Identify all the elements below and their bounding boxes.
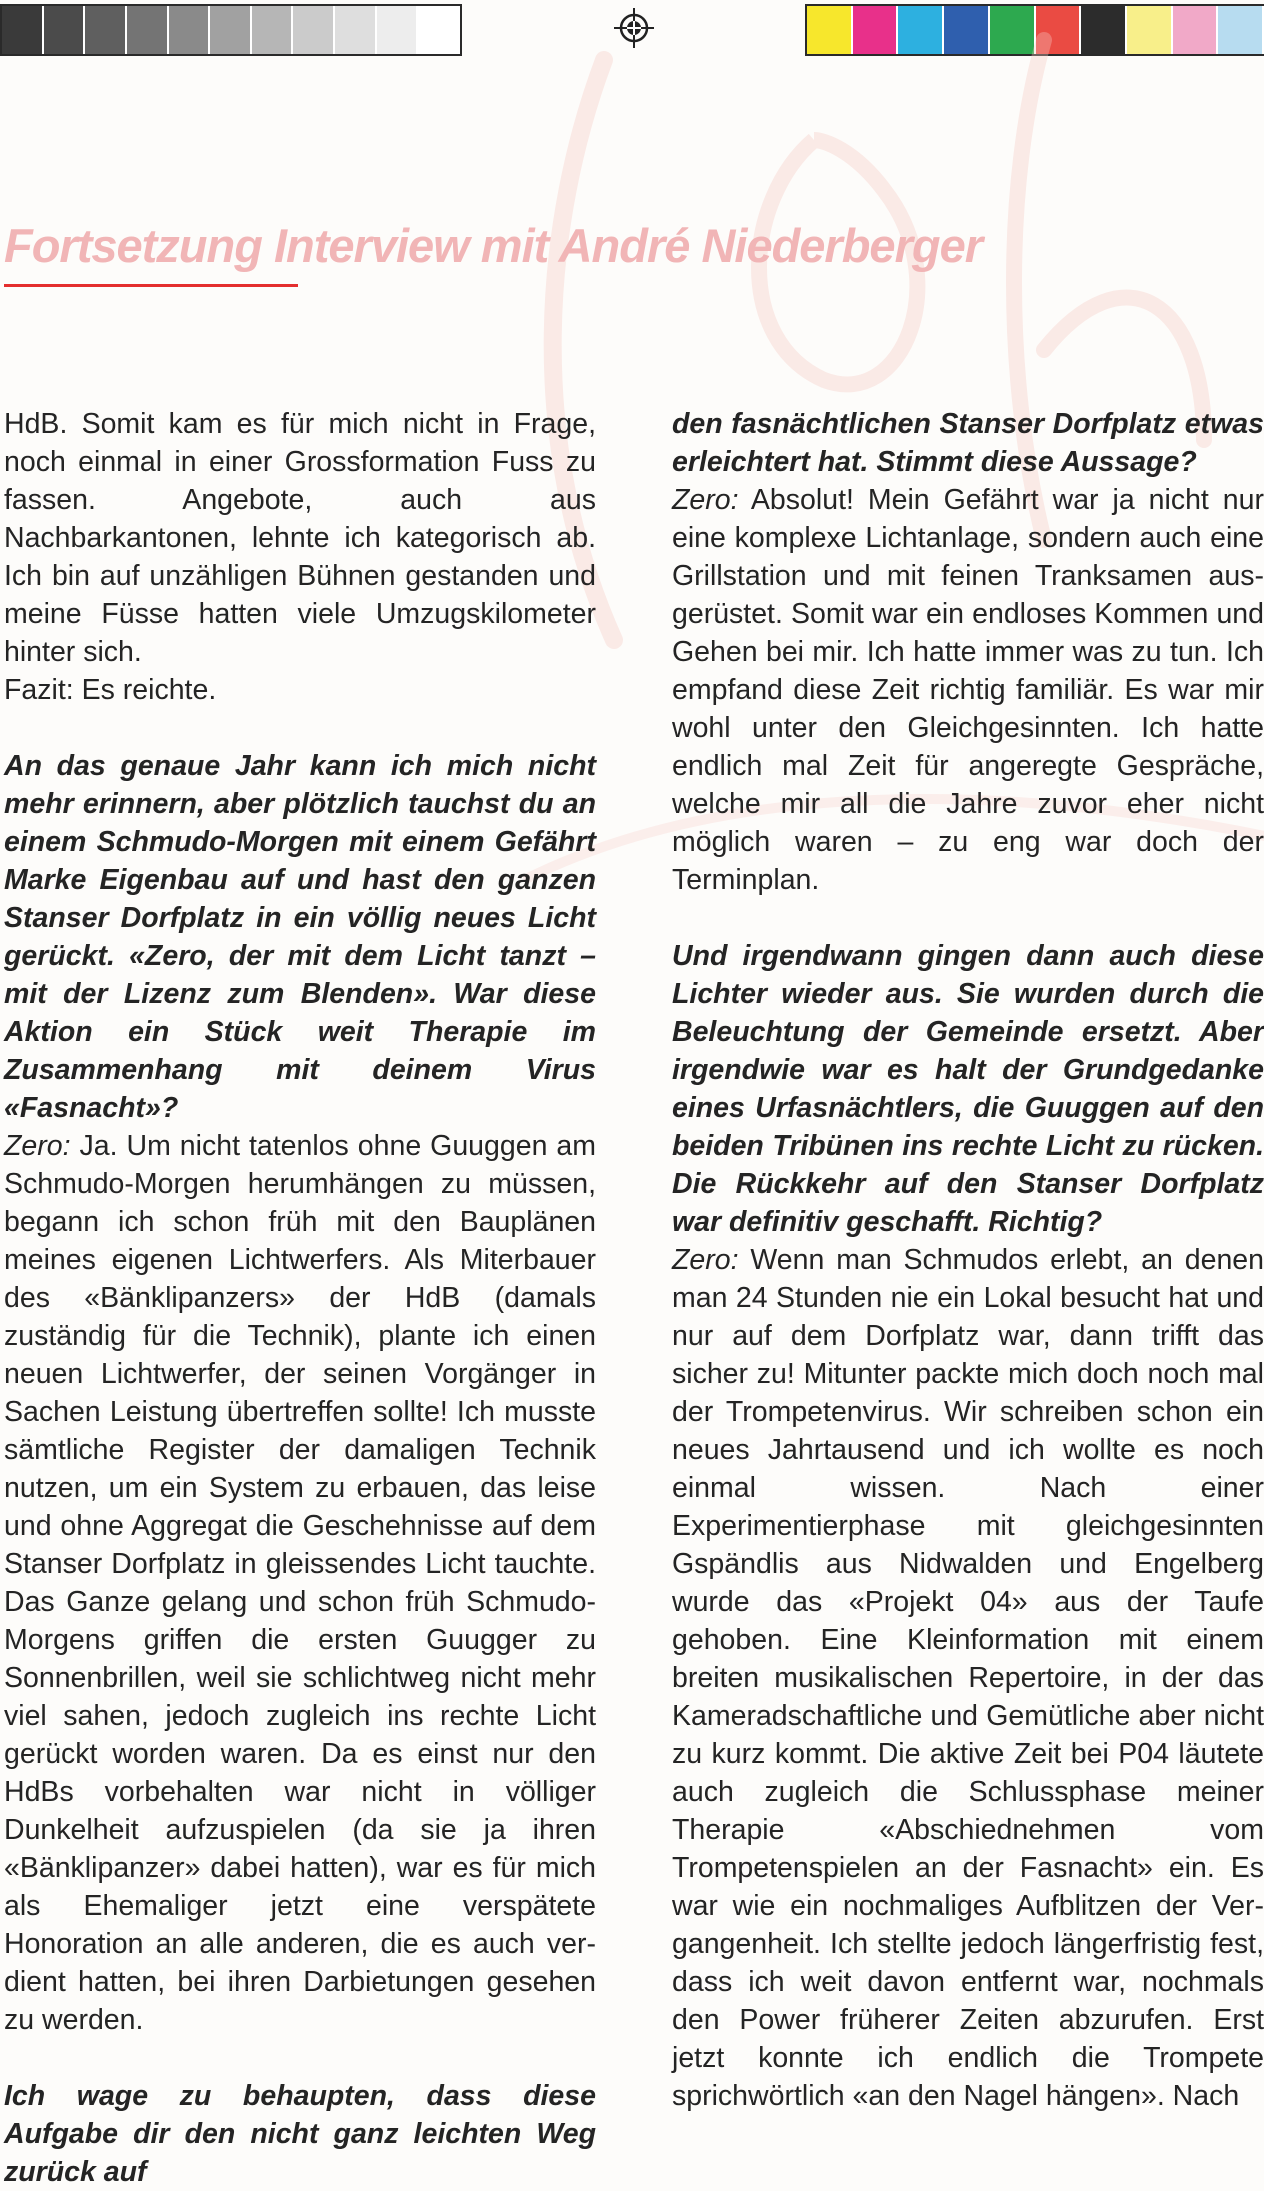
color-swatch	[169, 6, 211, 54]
color-swatch	[1036, 6, 1082, 54]
answer-paragraph: Fazit: Es reichte.	[4, 674, 217, 706]
color-swatch	[377, 6, 419, 54]
color-swatch	[990, 6, 1036, 54]
color-swatch	[1218, 6, 1264, 54]
color-calibration-bar	[805, 4, 1264, 56]
crosshair-registration-icon	[614, 8, 654, 48]
speaker-label: Zero:	[672, 1244, 739, 1276]
page-title: Fortsetzung Interview mit André Niederberger	[4, 219, 982, 272]
color-swatch	[418, 6, 460, 54]
answer-paragraph	[4, 1127, 596, 2039]
color-swatch	[2, 6, 44, 54]
title-underline	[4, 284, 298, 287]
color-swatch	[853, 6, 899, 54]
answer-paragraph	[672, 1241, 1264, 2115]
speaker-label: Zero:	[4, 1130, 71, 1162]
color-swatch	[335, 6, 377, 54]
interview-question: Ich wage zu behaupten, dass diese Aufgabe dir den nicht ganz leichten Weg zurück auf	[4, 2080, 596, 2188]
color-swatch	[85, 6, 127, 54]
grayscale-calibration-bar	[0, 4, 462, 56]
answer-text: Wenn man Schmudos erlebt, an denen man 24 Stunden nie ein Lokal besucht hat und nur auf dem Dorfplatz war, dann trifft das sicher zu! Mitunter packte mich doch noch mal der Trompetenvirus. Wir schreiben schon ein neues Jahrtausend und ich wollte es noch einmal wissen. Nach einer Experimentierphase mit gleichgesinnten Gspändlis aus Nidwalden und Engelberg wurde das «Projekt 04» aus der Taufe gehoben. Eine Kleinformation mit einem breiten musikalischen Repertoire, in der das Kameradschaftliche und Gemütliche aber nicht zu kurz kommt. Die aktive Zeit bei P04 läutete auch zugleich die Schlussphase meiner Therapie «Abschiednehmen vom Trompetenspielen an der Fasnacht» ein. Es war wie ein nochmaliges Aufblitzen der Vergangenheit. Ich stellte jedoch längerfristig fest, dass ich weit davon entfernt war, nochmals den Power früherer Zeiten abzurufen. Erst jetzt konnte ich endlich die Trompete sprichwörtlich «an den Nagel hängen». Nach	[672, 1244, 1264, 2112]
interview-question: Und irgendwann gingen dann auch diese Lichter wieder aus. Sie wurden durch die Beleuchtung der Gemeinde ersetzt. Aber irgendwie war es halt der Grundgedanke eines Urfasnächtlers, die Guuggen auf den beiden Tribünen ins rechte Licht zu rücken. Die Rückkehr auf den Stanser Dorfplatz war definitiv geschafft. Richtig?	[672, 940, 1264, 1238]
interview-question: An das genaue Jahr kann ich mich nicht mehr erinnern, aber plötzlich tauchst du an einem Schmudo-Morgen mit einem Gefährt Marke Eigenbau auf und hast den ganzen Stanser Dorfplatz in ein völlig neues Licht gerückt. «Zero, der mit dem Licht tanzt – mit der Lizenz zum Blenden». War diese Aktion ein Stück weit Therapie im Zusammenhang mit deinem Virus «Fasnacht»?	[4, 750, 596, 1124]
text-column-left	[4, 405, 596, 2191]
answer-text: Absolut! Mein Gefährt war ja nicht nur eine komplexe Lichtanlage, sondern auch eine Grillstation und mit feinen Tranksamen ausgerüstet. Somit war ein endloses Kommen und Gehen bei mir. Ich hatte immer was zu tun. Ich empfand diese Zeit richtig familiär. Es war mir wohl unter den Gleichgesinnten. Ich hatte endlich mal Zeit für angeregte Gespräche, welche mir all die Jahre zuvor eher nicht möglich waren – zu eng war doch der Terminplan.	[672, 484, 1264, 896]
text-column-right	[672, 405, 1264, 2115]
answer-paragraph	[672, 481, 1264, 899]
answer-text: Ja. Um nicht tatenlos ohne Guuggen am Schmudo-Morgen herumhängen zu müssen, begann ich schon früh mit den Bauplänen meines eigenen Lichtwerfers. Als Miterbauer des «Bänklipanzers» der HdB (damals zuständig für die Technik), plante ich einen neuen Lichtwerfer, der seinen Vorgänger in Sachen Leistung übertreffen sollte! Ich musste sämtliche Register der damaligen Technik nutzen, um ein System zu erbauen, das leise und ohne Aggregat die Geschehnisse auf dem Stanser Dorfplatz in gleissendes Licht tauchte. Das Ganze gelang und schon früh Schmudo-Morgens griffen die ersten Guugger zu Sonnenbrillen, weil sie schlichtweg nicht mehr viel sahen, jedoch zugleich ins rechte Licht gerückt worden waren. Da es einst nur den HdBs vorbehalten war nicht in völliger Dunkelheit aufzuspielen (da sie ja ihren «Bänklipanzer» dabei hatten), war es für mich als Ehemaliger jetzt eine verspätete Honoration an alle anderen, die es auch verdient hatten, bei ihren Darbietungen gesehen zu werden.	[4, 1130, 596, 2036]
color-swatch	[898, 6, 944, 54]
color-swatch	[127, 6, 169, 54]
color-swatch	[1127, 6, 1173, 54]
interview-question: den fasnächtlichen Stanser Dorfplatz etwas erleichtert hat. Stimmt diese Aussage?	[672, 408, 1264, 478]
color-swatch	[44, 6, 86, 54]
color-swatch	[210, 6, 252, 54]
speaker-label: Zero:	[672, 484, 739, 516]
color-swatch	[252, 6, 294, 54]
answer-paragraph: HdB. Somit kam es für mich nicht in Frage, noch einmal in einer Grossformation Fuss zu fassen. Angebote, auch aus Nachbarkantonen, lehnte ich kategorisch ab. Ich bin auf unzähligen Bühnen gestanden und meine Füsse hatten viele Umzugskilometer hinter sich.	[4, 408, 596, 668]
color-swatch	[944, 6, 990, 54]
color-swatch	[1173, 6, 1219, 54]
color-swatch	[1081, 6, 1127, 54]
color-swatch	[807, 6, 853, 54]
color-swatch	[293, 6, 335, 54]
